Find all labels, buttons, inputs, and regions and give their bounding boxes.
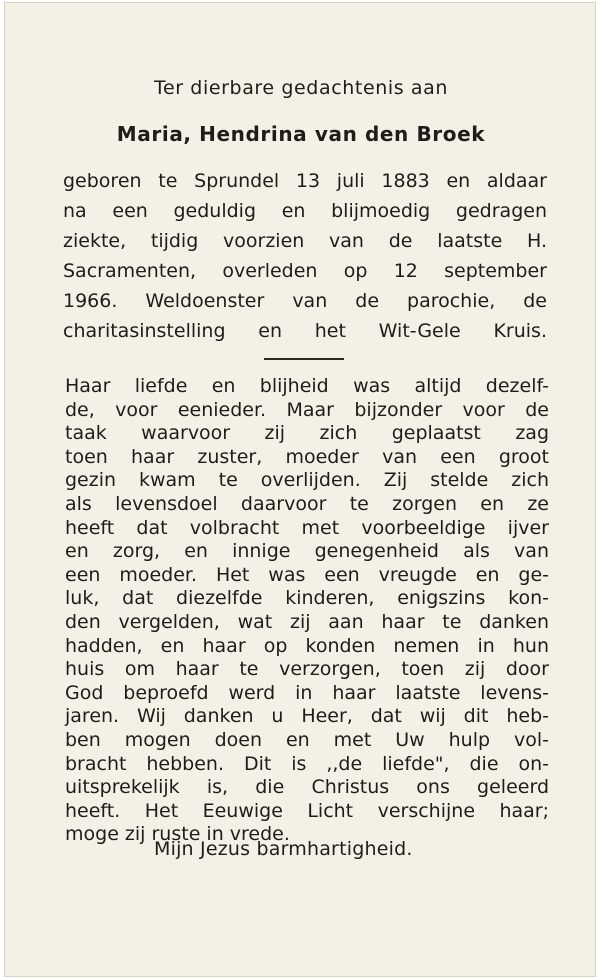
bio-line: charitasinstelling en het Wit-Gele Kruis. <box>63 320 547 342</box>
tribute-line: heeft. Het Eeuwige Licht verschijne haar; <box>65 799 549 822</box>
tribute-line: toen haar zuster, moeder van een groot <box>65 445 549 468</box>
bio-line: Sacramenten, overleden op 12 september <box>63 260 547 282</box>
bio-line: na een geduldig en blijmoedig gedragen <box>63 200 547 222</box>
deceased-name: Maria, Hendrina van den Broek <box>116 122 486 146</box>
tribute-line: Haar liefde en blijheid was altijd dezelf- <box>65 375 549 397</box>
tribute-line: moge zij ruste in vrede. <box>65 823 290 846</box>
tribute-line: huis om haar te verzorgen, toen zij door <box>65 658 549 681</box>
tribute-line: uitsprekelijk is, die Christus ons geleerd <box>65 776 549 799</box>
biography-paragraph <box>63 166 547 346</box>
memorial-card <box>4 2 596 977</box>
bio-line: ziekte, tijdig voorzien van de laatste H. <box>63 230 547 252</box>
tribute-line: de, voor eenieder. Maar bijzonder voor de <box>65 398 549 421</box>
bio-line: 1966. Weldoenster van de parochie, de <box>63 290 547 312</box>
tribute-line: taak waarvoor zij zich geplaatst zag <box>65 422 549 445</box>
tribute-line: ben mogen doen en met Uw hulp vol- <box>65 728 549 751</box>
tribute-paragraph <box>65 375 549 847</box>
tribute-line: God beproefd werd in haar laatste levens- <box>65 681 549 704</box>
tribute-line: als levensdoel daarvoor te zorgen en ze <box>65 492 549 515</box>
tribute-line: jaren. Wij danken u Heer, dat wij dit heb- <box>65 705 549 728</box>
tribute-line: den vergelden, wat zij aan haar te danken <box>65 610 549 633</box>
tribute-line: bracht hebben. Dit is ,,de liefde", die on- <box>65 752 549 775</box>
tribute-line: gezin kwam te overlijden. Zij stelde zich <box>65 469 549 492</box>
bio-line: geboren te Sprundel 13 juli 1883 en aldaar <box>63 170 547 192</box>
intro-line: Ter dierbare gedachtenis aan <box>153 77 449 99</box>
tribute-line: heeft dat volbracht met voorbeeldige ijver <box>65 516 549 539</box>
tribute-line: hadden, en haar op konden nemen in hun <box>65 634 549 657</box>
tribute-line: luk, dat diezelfde kinderen, enigszins kon- <box>65 587 549 610</box>
tribute-line: een moeder. Het was een vreugde en ge- <box>65 563 549 586</box>
tribute-line: en zorg, en innige genegenheid als van <box>65 540 549 563</box>
divider-rule <box>264 358 344 360</box>
closing-prayer: Mijn Jezus barmhartigheid. <box>154 838 413 860</box>
